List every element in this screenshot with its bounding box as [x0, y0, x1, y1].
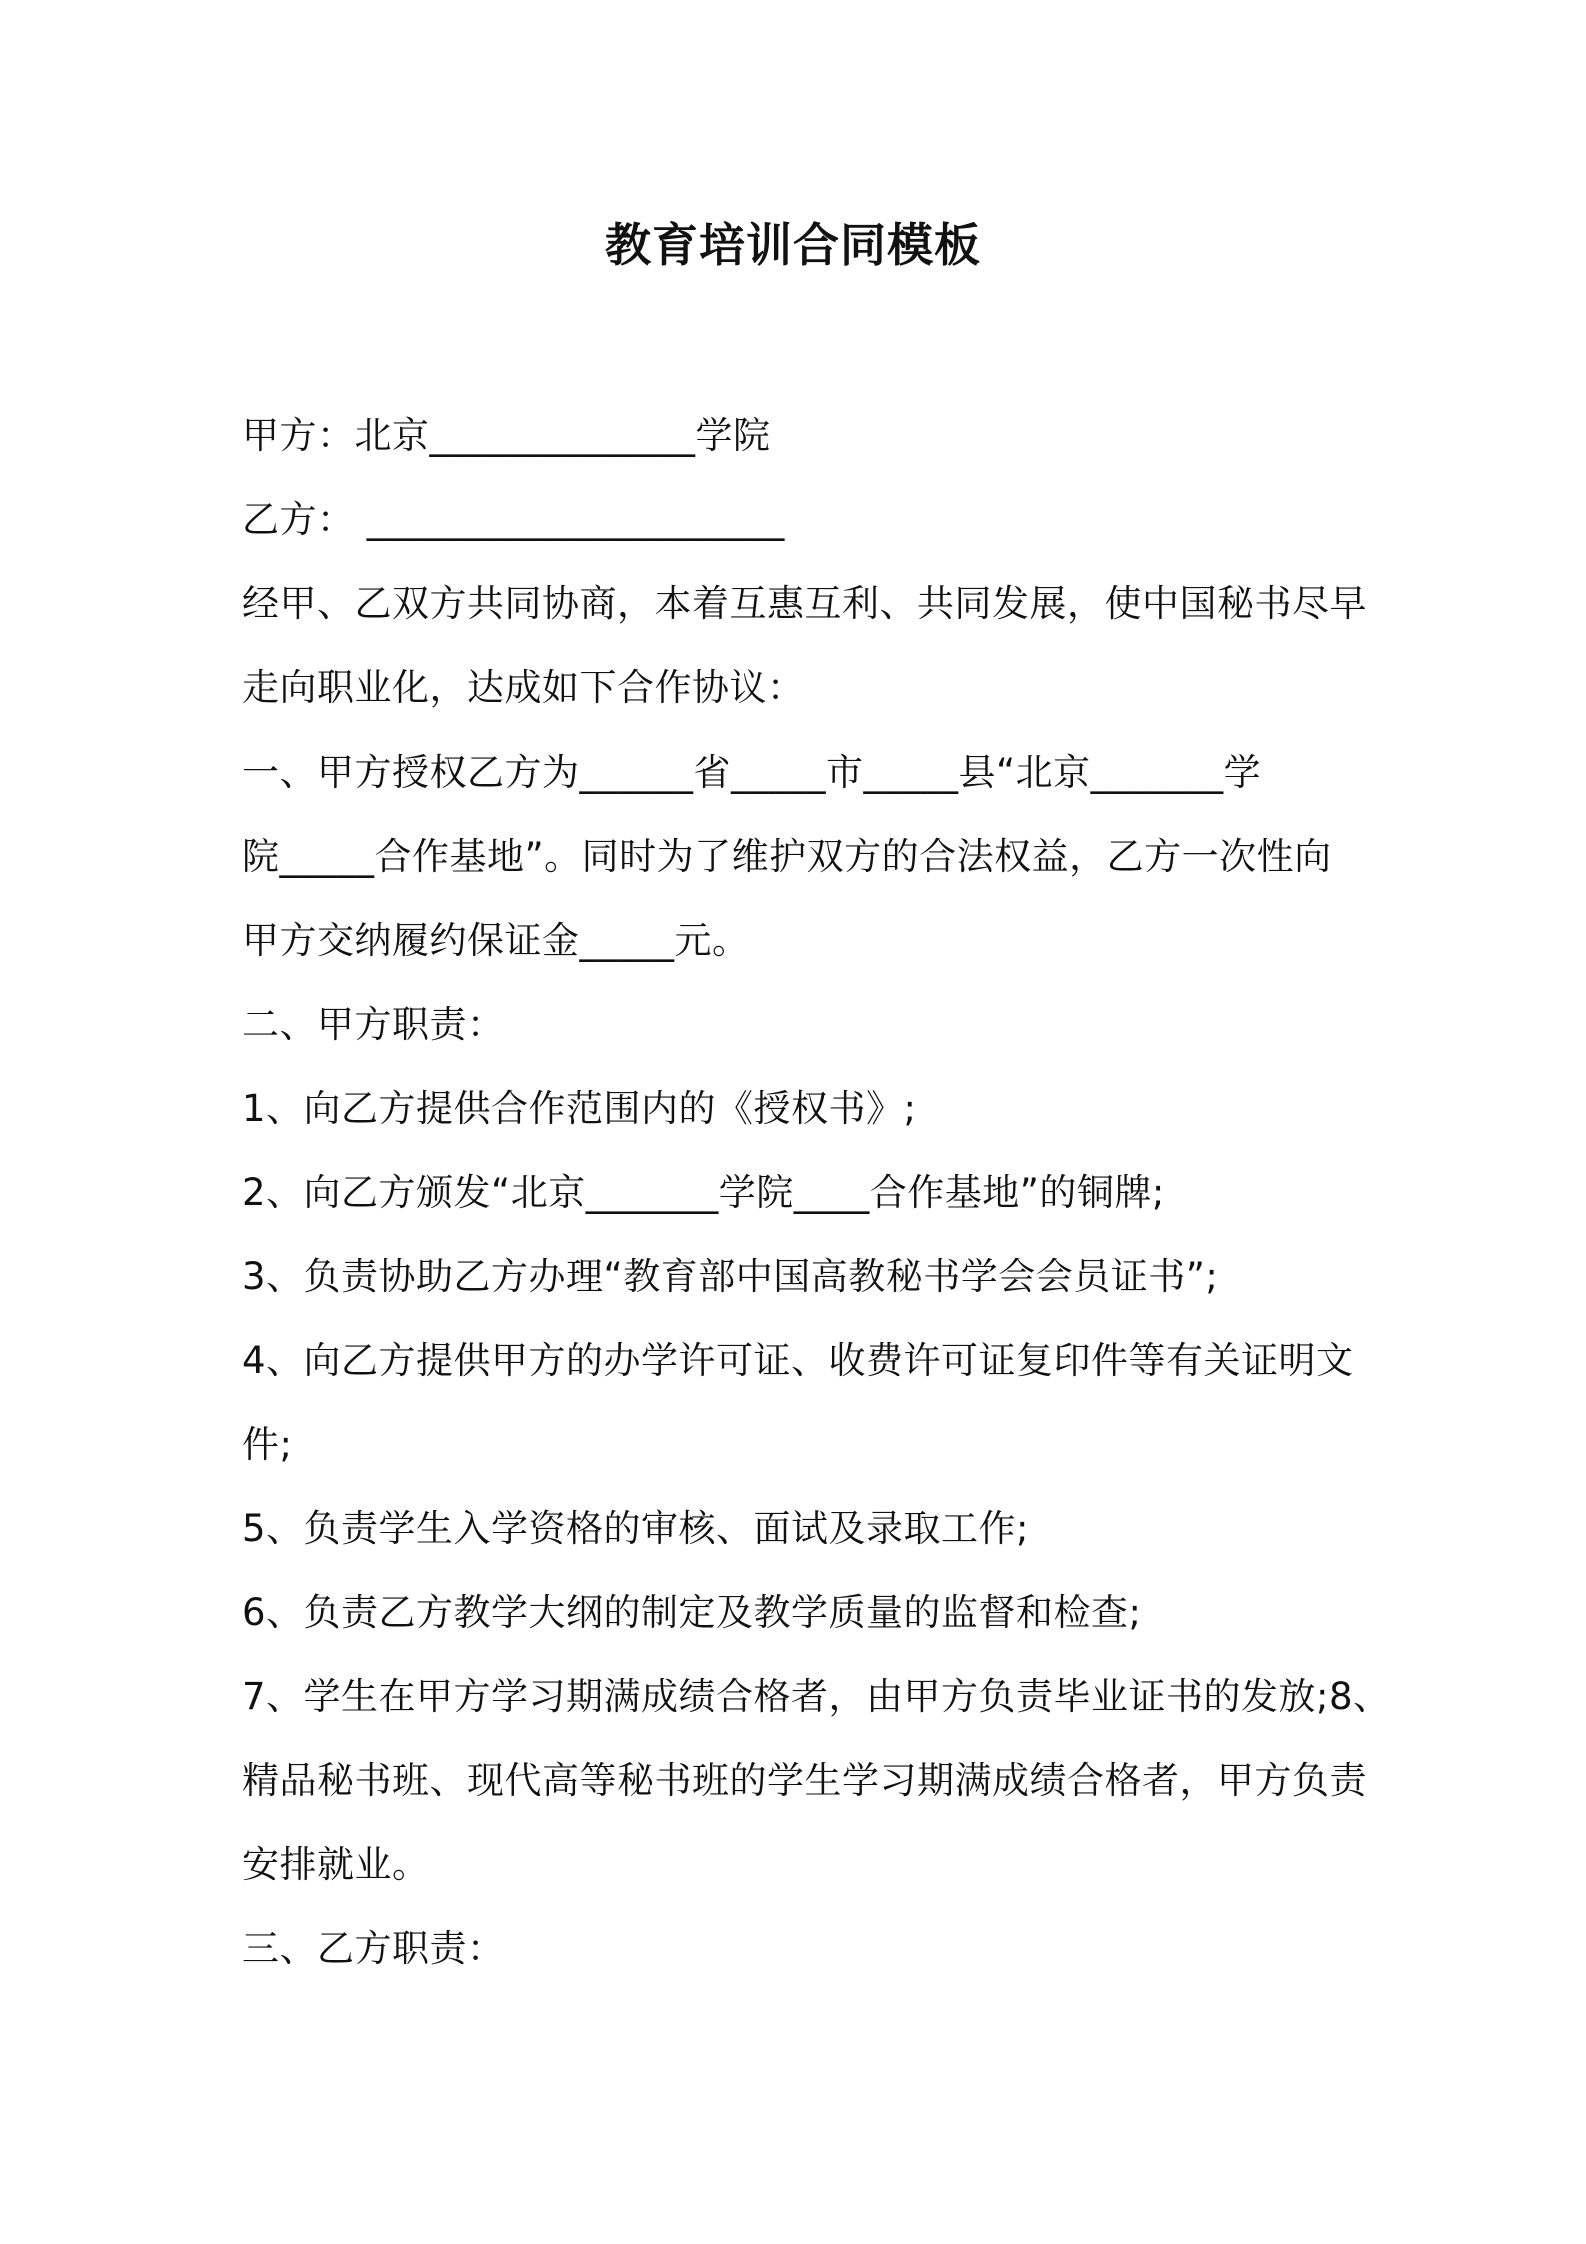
- duty-a-5: 5、负责学生入学资格的审核、面试及录取工作;: [242, 1507, 1030, 1550]
- clause-1-line-1: 一、甲方授权乙方为______省_____市_____县“北京_______学: [242, 751, 1262, 794]
- clause-1-line-2: 院_____合作基地”。同时为了维护双方的合法权益，乙方一次性向: [242, 835, 1332, 878]
- section-3-heading: 三、乙方职责：: [242, 1927, 505, 1970]
- intro-line-1: 经甲、乙双方共同协商，本着互惠互利、共同发展，使中国秘书尽早: [242, 582, 1367, 625]
- duty-a-4-line-2: 件;: [242, 1423, 293, 1466]
- document-title: 教育培训合同模板: [605, 218, 981, 272]
- duty-a-7-line-2: 精品秘书班、现代高等秘书班的学生学习期满成绩合格者，甲方负责: [242, 1759, 1367, 1802]
- duty-a-6: 6、负责乙方教学大纲的制定及教学质量的监督和检查;: [242, 1591, 1142, 1634]
- duty-a-7-line-1: 7、学生在甲方学习期满成绩合格者，由甲方负责毕业证书的发放;8、: [242, 1675, 1391, 1718]
- duty-a-4-line-1: 4、向乙方提供甲方的办学许可证、收费许可证复印件等有关证明文: [242, 1339, 1354, 1382]
- section-2-heading: 二、甲方职责：: [242, 1003, 505, 1046]
- party-b-line: 乙方： ______________________: [242, 498, 785, 541]
- duty-a-7-line-3: 安排就业。: [242, 1843, 430, 1886]
- party-a-line: 甲方：北京______________学院: [242, 414, 771, 457]
- duty-a-2: 2、向乙方颁发“北京_______学院____合作基地”的铜牌;: [242, 1171, 1165, 1214]
- intro-line-2: 走向职业化，达成如下合作协议：: [242, 666, 805, 709]
- duty-a-1: 1、向乙方提供合作范围内的《授权书》;: [242, 1087, 917, 1130]
- clause-1-line-3: 甲方交纳履约保证金_____元。: [242, 919, 750, 962]
- duty-a-3: 3、负责协助乙方办理“教育部中国高教秘书学会会员证书”;: [242, 1255, 1219, 1298]
